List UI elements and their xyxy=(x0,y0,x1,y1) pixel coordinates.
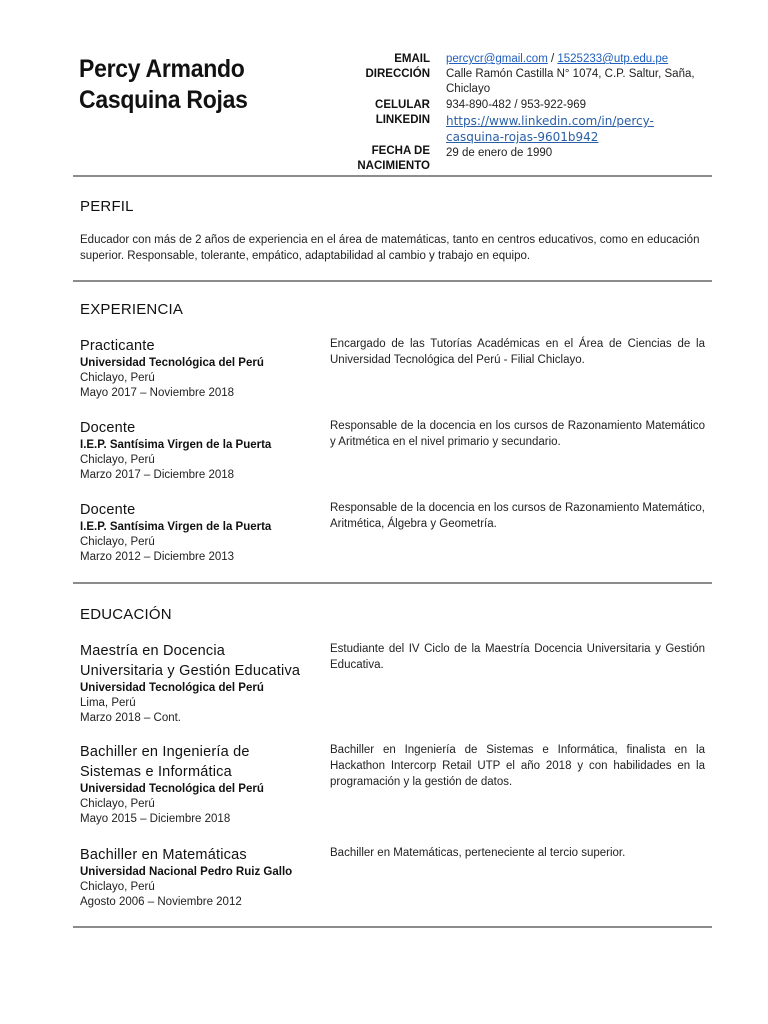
education-dates: Marzo 2018 – Cont. xyxy=(80,712,182,724)
experience-entry-3 xyxy=(80,500,325,565)
education-location: Lima, Perú xyxy=(80,697,136,709)
linkedin-value xyxy=(446,113,716,145)
education-description: Estudiante del IV Ciclo de la Maestría Docencia Universitaria y Gestión Educativa. xyxy=(330,643,705,671)
divider-3 xyxy=(73,582,712,584)
divider-2 xyxy=(73,280,712,282)
education-dates: Agosto 2006 – Noviembre 2012 xyxy=(80,896,242,908)
education-location: Chiclayo, Perú xyxy=(80,881,155,893)
education-degree-line-1: Bachiller en Matemáticas xyxy=(80,847,247,863)
section-title-educacion: EDUCACIÓN xyxy=(80,606,172,623)
email-value xyxy=(446,52,716,67)
name-line-1: Percy Armando xyxy=(79,55,245,83)
education-entry-1 xyxy=(80,641,325,726)
phone-value: 934-890-482 / 953-922-969 xyxy=(446,99,587,111)
education-degree-line-1: Maestría en Docencia xyxy=(80,643,226,659)
experience-description: Encargado de las Tutorías Académicas en el Área de Ciencias de la Universidad Tecnológica del Perú - Filial Chiclayo. xyxy=(330,338,705,366)
experience-description: Responsable de la docencia en los cursos de Razonamiento Matemático, Aritmética, Álgebra y Geometría. xyxy=(330,502,705,530)
birth-label xyxy=(340,144,430,174)
education-entry-2 xyxy=(80,742,325,827)
experience-org: I.E.P. Santísima Virgen de la Puerta xyxy=(80,521,272,533)
linkedin-link-line-2[interactable]: casquina-rojas-9601b942 xyxy=(446,130,599,144)
experience-org: I.E.P. Santísima Virgen de la Puerta xyxy=(80,439,272,451)
experience-dates: Marzo 2017 – Diciembre 2018 xyxy=(80,469,235,481)
email-separator: / xyxy=(547,53,558,65)
address-label: DIRECCIÓN xyxy=(365,68,430,80)
divider-1 xyxy=(73,175,712,177)
education-degree-line-2: Universitaria y Gestión Educativa xyxy=(80,663,301,679)
phone-label: CELULAR xyxy=(375,99,430,111)
experience-location: Chiclayo, Perú xyxy=(80,536,155,548)
experience-dates: Mayo 2017 – Noviembre 2018 xyxy=(80,387,235,399)
education-org: Universidad Nacional Pedro Ruiz Gallo xyxy=(80,866,293,878)
experience-role: Docente xyxy=(80,502,136,518)
birth-label-line-2: NACIMIENTO xyxy=(357,160,430,172)
linkedin-link-line-1[interactable]: https://www.linkedin.com/in/percy- xyxy=(446,114,654,128)
name-line-2: Casquina Rojas xyxy=(79,86,248,114)
education-description: Bachiller en Matemáticas, perteneciente al tercio superior. xyxy=(330,847,626,859)
education-degree-line-2: Sistemas e Informática xyxy=(80,764,232,780)
experience-dates: Marzo 2012 – Diciembre 2013 xyxy=(80,551,235,563)
experience-role: Practicante xyxy=(80,338,155,354)
address-line-2: Chiclayo xyxy=(446,83,491,95)
education-dates: Mayo 2015 – Diciembre 2018 xyxy=(80,813,231,825)
linkedin-label: LINKEDIN xyxy=(375,114,430,126)
section-title-perfil: PERFIL xyxy=(80,198,134,215)
education-org: Universidad Tecnológica del Perú xyxy=(80,682,264,694)
experience-location: Chiclayo, Perú xyxy=(80,372,155,384)
address-line-1: Calle Ramón Castilla N° 1074, C.P. Saltur, Saña, xyxy=(446,68,695,80)
education-entry-3 xyxy=(80,845,325,910)
education-location: Chiclayo, Perú xyxy=(80,798,155,810)
education-org: Universidad Tecnológica del Perú xyxy=(80,783,264,795)
email-label: EMAIL xyxy=(394,53,430,65)
section-title-experiencia: EXPERIENCIA xyxy=(80,301,184,318)
experience-entry-2 xyxy=(80,418,325,483)
divider-4 xyxy=(73,926,712,928)
address-value xyxy=(446,67,716,97)
experience-role: Docente xyxy=(80,420,136,436)
birth-label-line-1: FECHA DE xyxy=(371,145,430,157)
experience-org: Universidad Tecnológica del Perú xyxy=(80,357,264,369)
education-description: Bachiller en Ingeniería de Sistemas e Informática, finalista en la Hackathon Intercorp Retail UTP el año 2018 y con habilidades en la programación y la gestión de datos. xyxy=(330,744,705,788)
education-degree-line-1: Bachiller en Ingeniería de xyxy=(80,744,250,760)
candidate-name xyxy=(79,54,309,116)
birth-value: 29 de enero de 1990 xyxy=(446,147,553,159)
email-link-1[interactable]: percycr@gmail.com xyxy=(446,53,548,65)
experience-entry-1 xyxy=(80,336,325,401)
experience-description: Responsable de la docencia en los cursos de Razonamiento Matemático y Aritmética en el nivel primario y secundario. xyxy=(330,420,705,448)
experience-location: Chiclayo, Perú xyxy=(80,454,155,466)
email-link-2[interactable]: 1525233@utp.edu.pe xyxy=(557,53,669,65)
perfil-text: Educador con más de 2 años de experiencia en el área de matemáticas, tanto en centros educativos, como en educación superior. Responsable, tolerante, empático, adaptabilidad al cambio y trabajo en equipo. xyxy=(80,234,700,262)
